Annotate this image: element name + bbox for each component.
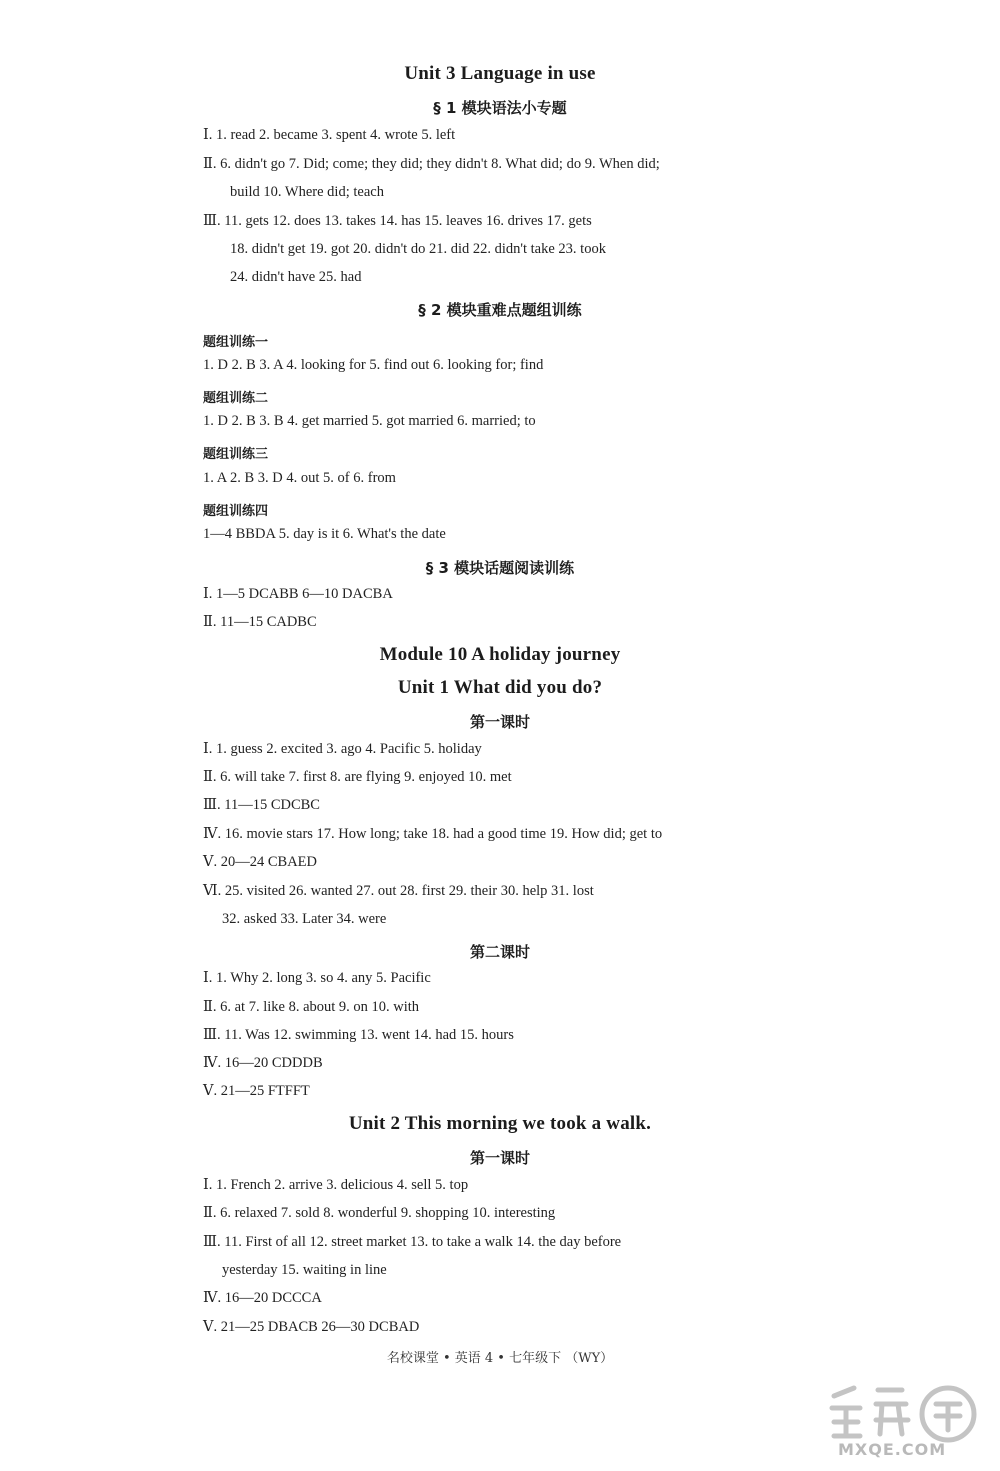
answer-line: Ⅰ. 1. guess 2. excited 3. ago 4. Pacific 5. holiday — [203, 741, 482, 757]
answer-line: yesterday 15. waiting in line — [222, 1262, 387, 1278]
answer-line: Ⅴ. 21—25 FTFFT — [203, 1083, 310, 1099]
unit3-title: Unit 3 Language in use — [404, 63, 596, 84]
sec2-title: § 2 模块重难点题组训练 — [418, 301, 582, 319]
answer-line: 1. D 2. B 3. A 4. looking for 5. find out 6. looking for; find — [203, 357, 544, 373]
sec3-title: § 3 模块话题阅读训练 — [425, 559, 575, 577]
answer-line: Ⅴ. 20—24 CBAED — [203, 854, 317, 870]
group-heading: 题组训练二 — [203, 391, 269, 406]
lesson-title: 第一课时 — [469, 1149, 530, 1167]
group-heading: 题组训练四 — [203, 504, 269, 519]
answer-line: 1. D 2. B 3. B 4. get married 5. got married 6. married; to — [203, 413, 536, 429]
answer-line: Ⅰ. 1. French 2. arrive 3. delicious 4. sell 5. top — [203, 1177, 469, 1193]
answer-line: 1—4 BBDA 5. day is it 6. What's the date — [203, 526, 446, 542]
answer-line: Ⅵ. 25. visited 26. wanted 27. out 28. first 29. their 30. help 31. lost — [203, 883, 594, 899]
page-footer: 名校课堂 • 英语 4 • 七年级下 （WY） — [386, 1351, 614, 1366]
answer-line: Ⅲ. 11. First of all 12. street market 13. to take a walk 14. the day before — [203, 1234, 622, 1250]
answer-line: Ⅲ. 11. Was 12. swimming 13. went 14. had 15. hours — [203, 1027, 514, 1043]
answer-line: 32. asked 33. Later 34. were — [222, 911, 387, 927]
group-heading: 题组训练一 — [203, 335, 269, 350]
answer-line: 1. A 2. B 3. D 4. out 5. of 6. from — [203, 470, 396, 486]
answer-line: Ⅱ. 11—15 CADBC — [203, 614, 317, 630]
answer-line: Ⅰ. 1—5 DCABB 6—10 DACBA — [203, 586, 393, 602]
answer-line: Ⅳ. 16. movie stars 17. How long; take 18. had a good time 19. How did; get to — [203, 826, 663, 842]
answer-line: Ⅱ. 6. relaxed 7. sold 8. wonderful 9. shopping 10. interesting — [203, 1205, 556, 1221]
answer-line: Ⅱ. 6. will take 7. first 8. are flying 9. enjoyed 10. met — [203, 769, 512, 785]
answer-line: build 10. Where did; teach — [230, 184, 384, 200]
answer-line: Ⅲ. 11—15 CDCBC — [203, 797, 320, 813]
answer-line: Ⅱ. 6. at 7. like 8. about 9. on 10. with — [203, 999, 420, 1015]
answer-line: Ⅴ. 21—25 DBACB 26—30 DCBAD — [203, 1319, 420, 1335]
answer-line: 18. didn't get 19. got 20. didn't do 21. did 22. didn't take 23. took — [230, 241, 606, 257]
sec1-title: § 1 模块语法小专题 — [433, 99, 567, 117]
answer-line: Ⅳ. 16—20 CDDDB — [203, 1055, 323, 1071]
group-heading: 题组训练三 — [203, 447, 269, 462]
lesson-title: 第一课时 — [469, 713, 530, 731]
watermark-text: MXQE.COM — [838, 1440, 947, 1459]
unit1-title: Unit 1 What did you do? — [397, 677, 603, 698]
answer-line: Ⅰ. 1. read 2. became 3. spent 4. wrote 5. left — [203, 127, 456, 143]
answer-line: Ⅰ. 1. Why 2. long 3. so 4. any 5. Pacific — [203, 970, 431, 986]
answer-line: Ⅱ. 6. didn't go 7. Did; come; they did; they didn't 8. What did; do 9. When did; — [203, 156, 660, 172]
answer-line: 24. didn't have 25. had — [230, 269, 362, 285]
answer-line: Ⅳ. 16—20 DCCCA — [203, 1290, 322, 1306]
lesson-title: 第二课时 — [469, 943, 530, 961]
answer-line: Ⅲ. 11. gets 12. does 13. takes 14. has 15. leaves 16. drives 17. gets — [203, 213, 592, 229]
module10-title: Module 10 A holiday journey — [379, 644, 621, 665]
unit2-title: Unit 2 This morning we took a walk. — [348, 1113, 652, 1134]
